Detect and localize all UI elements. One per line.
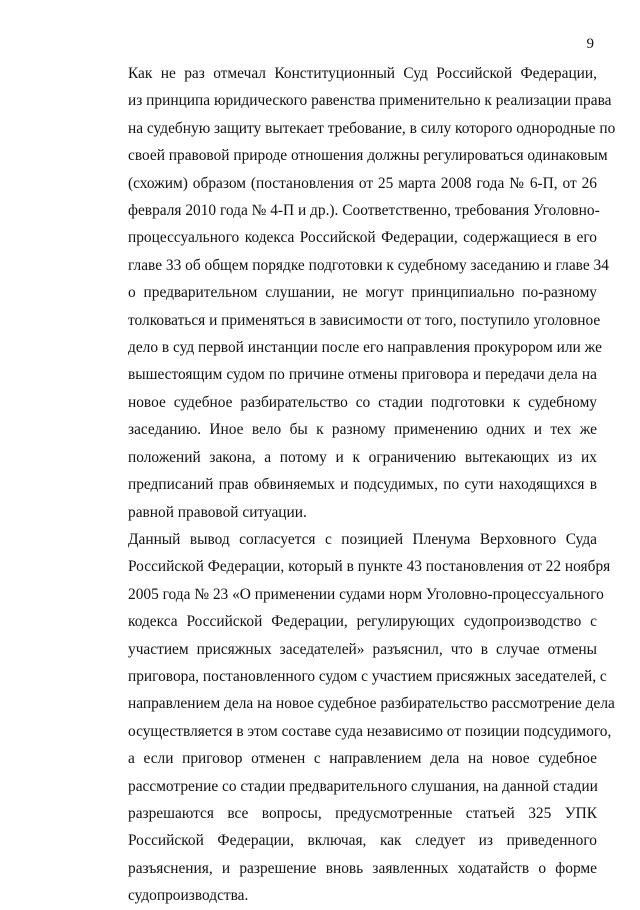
text-line: 2005 года № 23 «О применении судами норм Уголовно-процессуального bbox=[128, 585, 604, 603]
text-line: судопроизводства. bbox=[128, 887, 249, 905]
text-line: процессуального кодекса Российской Федерации, содержащиеся в его bbox=[128, 229, 597, 247]
text-line: положений закона, а потому и к ограничению вытекающих из их bbox=[128, 448, 597, 466]
text-line: главе 33 об общем порядке подготовки к судебному заседанию и главе 34 bbox=[128, 256, 609, 274]
text-line: Российской Федерации, который в пункте 43 постановления от 22 ноября bbox=[128, 558, 611, 576]
text-line: из принципа юридического равенства применительно к реализации права bbox=[128, 92, 612, 110]
text-line: дело в суд первой инстанции после его направления прокурором или же bbox=[128, 339, 602, 357]
text-line: разъяснения, и разрешение вновь заявленных ходатайств о форме bbox=[128, 859, 597, 877]
text-line: равной правовой ситуации. bbox=[128, 503, 307, 521]
page-number: 9 bbox=[586, 36, 594, 52]
text-line: Российской Федерации, включая, как следует из приведенного bbox=[128, 832, 597, 850]
text-line: кодекса Российской Федерации, регулирующих судопроизводство с bbox=[128, 613, 597, 631]
text-line: приговора, постановленного судом с участием присяжных заседателей, с bbox=[128, 667, 607, 685]
text-line: разрешаются все вопросы, предусмотренные статьей 325 УПК bbox=[128, 804, 597, 822]
text-line: заседанию. Иное вело бы к разному применению одних и тех же bbox=[128, 421, 597, 439]
document-body bbox=[90, 60, 616, 910]
text-line: на судебную защиту вытекает требование, в силу которого однородные по bbox=[128, 119, 616, 137]
text-line: осуществляется в этом составе суда независимо от позиции подсудимого, bbox=[128, 722, 612, 740]
text-line: толковаться и применяться в зависимости от того, поступило уголовное bbox=[128, 311, 601, 329]
paragraph bbox=[90, 60, 616, 526]
text-line: февраля 2010 года № 4-П и др.). Соответственно, требования Уголовно- bbox=[128, 202, 600, 220]
text-line: (схожим) образом (постановления от 25 марта 2008 года № 6-П, от 26 bbox=[128, 174, 597, 192]
text-line: своей правовой природе отношения должны регулироваться одинаковым bbox=[128, 147, 608, 165]
text-line: вышестоящим судом по причине отмены приговора и передачи дела на bbox=[128, 366, 597, 384]
text-line: новое судебное разбирательство со стадии подготовки к судебному bbox=[128, 393, 597, 411]
text-line: а если приговор отменен с направлением дела на новое судебное bbox=[128, 750, 597, 768]
paragraph bbox=[90, 526, 615, 910]
text-line: рассмотрение со стадии предварительного слушания, на данной стадии bbox=[128, 777, 598, 795]
text-line: Как не раз отмечал Конституционный Суд Российской Федерации, bbox=[128, 65, 597, 82]
text-line: Данный вывод согласуется с позицией Пленума Верховного Суда bbox=[128, 530, 597, 548]
text-line: предписаний прав обвиняемых и подсудимых, по сути находящихся в bbox=[128, 476, 597, 494]
text-line: о предварительном слушании, не могут принципиально по-разному bbox=[128, 284, 597, 302]
text-line: направлением дела на новое судебное разбирательство рассмотрение дела bbox=[128, 695, 615, 713]
text-line: участием присяжных заседателей» разъяснил, что в случае отмены bbox=[128, 640, 597, 658]
